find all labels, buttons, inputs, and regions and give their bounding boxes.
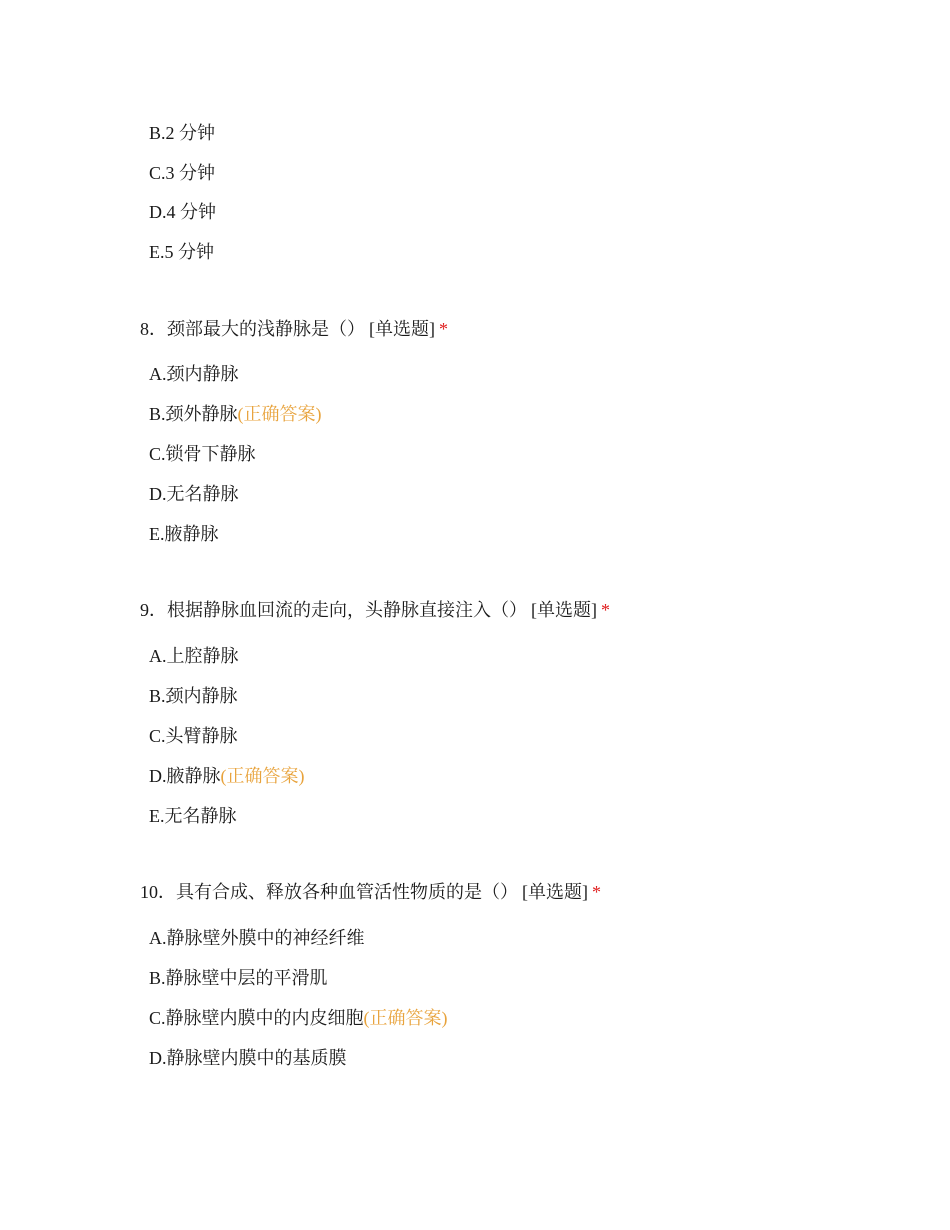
option-letter: D. (149, 484, 167, 504)
correct-answer-mark: (正确答案) (363, 1008, 448, 1028)
option-text: 5 分钟 (164, 242, 214, 262)
option-9-c (149, 725, 238, 747)
option-8-b (149, 403, 322, 425)
correct-answer-mark: (正确答案) (220, 766, 305, 786)
question-9-title (140, 599, 610, 621)
option-9-b (149, 685, 238, 707)
option-letter: D. (149, 766, 167, 786)
option-8-c (149, 443, 256, 465)
option-text: 颈内静脉 (166, 364, 239, 384)
option-10-a (149, 927, 365, 949)
option-letter: C. (149, 1008, 166, 1028)
option-10-c (149, 1007, 448, 1029)
option-text: 4 分钟 (166, 202, 216, 222)
option-text: 锁骨下静脉 (165, 444, 256, 464)
question-text: 颈部最大的浅静脉是（） (167, 319, 365, 339)
option-text: 腋静脉 (164, 524, 219, 544)
question-8-title (140, 318, 448, 340)
question-10-title (140, 881, 601, 903)
option-text: 2 分钟 (165, 123, 216, 143)
option-letter: D. (149, 202, 167, 222)
option-10-b (149, 967, 328, 989)
option-prev-b (149, 122, 215, 144)
question-type: [单选题] (522, 882, 588, 902)
option-letter: D. (149, 1048, 167, 1068)
option-letter: E. (149, 806, 165, 826)
question-number: 9． (140, 600, 167, 620)
option-text: 头臂静脉 (165, 726, 238, 746)
option-9-d (149, 765, 305, 787)
option-letter: B. (149, 404, 166, 424)
required-mark: * (601, 600, 610, 620)
question-text: 具有合成、释放各种血管活性物质的是（） (176, 882, 518, 902)
question-text: 根据静脉血回流的走向，头静脉直接注入（） (167, 600, 527, 620)
option-letter: A. (149, 928, 167, 948)
option-letter: B. (149, 968, 166, 988)
required-mark: * (439, 319, 448, 339)
option-text: 静脉壁中层的平滑肌 (165, 968, 328, 988)
option-letter: E. (149, 242, 165, 262)
option-8-a (149, 363, 239, 385)
correct-answer-mark: (正确答案) (237, 404, 322, 424)
option-text: 颈外静脉 (165, 404, 238, 424)
option-text: 腋静脉 (166, 766, 221, 786)
question-type: [单选题] (369, 319, 435, 339)
option-letter: C. (149, 444, 166, 464)
option-letter: A. (149, 364, 167, 384)
option-9-a (149, 645, 239, 667)
option-letter: B. (149, 123, 166, 143)
option-letter: E. (149, 524, 165, 544)
option-text: 3 分钟 (165, 163, 216, 183)
question-type: [单选题] (531, 600, 597, 620)
option-text: 无名静脉 (164, 806, 237, 826)
question-number: 8． (140, 319, 167, 339)
option-text: 静脉壁内膜中的基质膜 (166, 1048, 347, 1068)
option-prev-e (149, 241, 214, 263)
option-text: 颈内静脉 (165, 686, 238, 706)
option-text: 上腔静脉 (166, 646, 239, 666)
option-prev-d (149, 201, 216, 223)
option-prev-c (149, 162, 215, 184)
required-mark: * (592, 882, 601, 902)
option-text: 无名静脉 (166, 484, 239, 504)
option-8-d (149, 483, 239, 505)
option-letter: C. (149, 726, 166, 746)
option-8-e (149, 523, 219, 545)
question-number: 10． (140, 882, 176, 902)
option-letter: B. (149, 686, 166, 706)
option-letter: A. (149, 646, 167, 666)
option-text: 静脉壁内膜中的内皮细胞 (165, 1008, 364, 1028)
option-9-e (149, 805, 237, 827)
option-letter: C. (149, 163, 166, 183)
option-10-d (149, 1047, 347, 1069)
option-text: 静脉壁外膜中的神经纤维 (166, 928, 365, 948)
